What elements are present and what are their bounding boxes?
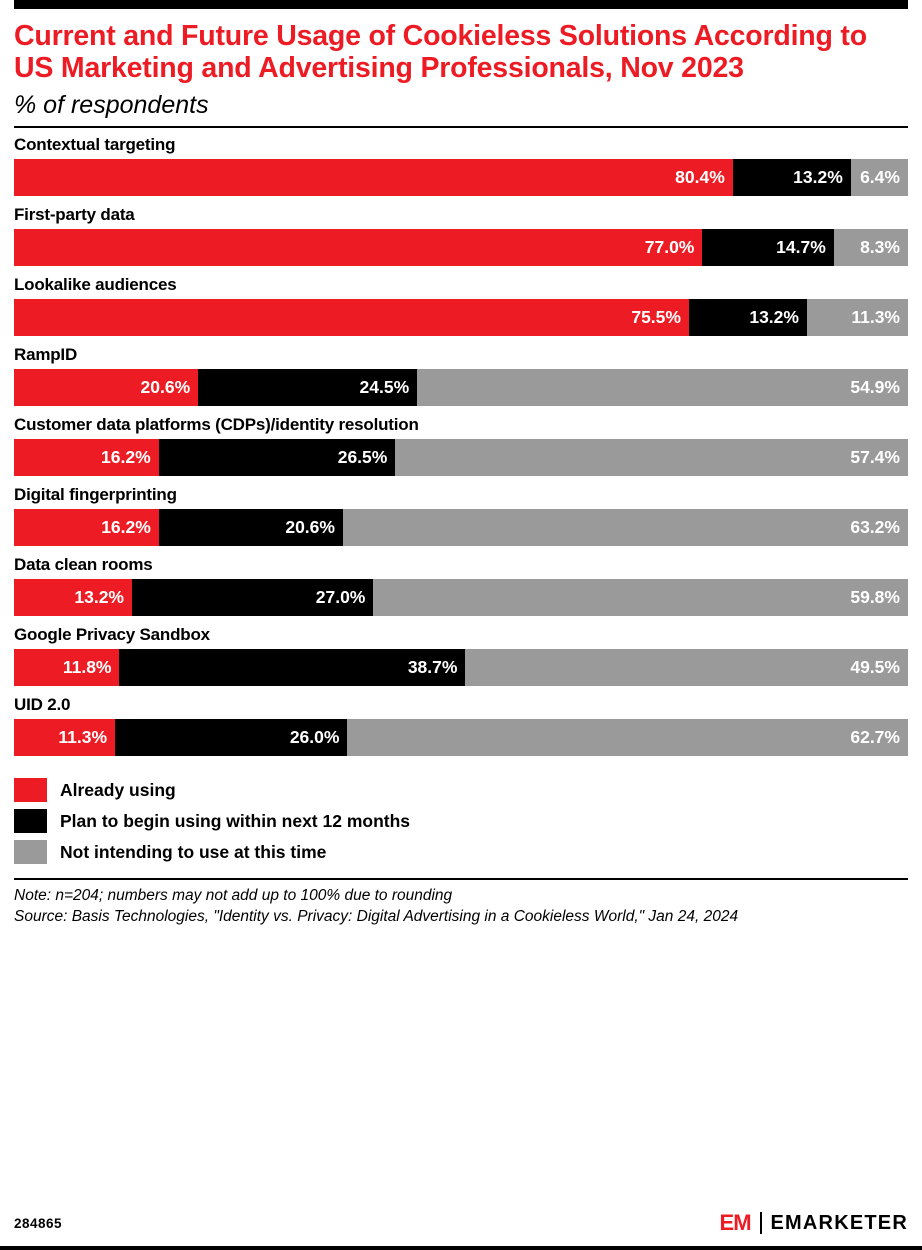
footer-bar (14, 1210, 908, 1236)
bar-category-label: Digital fingerprinting (14, 485, 177, 505)
bar-category-label: RampID (14, 345, 78, 365)
bar-segment: 24.5% (198, 369, 417, 406)
stacked-bar (14, 439, 908, 476)
legend-label: Not intending to use at this time (60, 841, 327, 862)
stacked-bar (14, 229, 908, 266)
legend-label: Already using (60, 779, 176, 800)
bar-segment: 14.7% (702, 229, 833, 266)
bar-category-label: Data clean rooms (14, 555, 153, 575)
bar-category-label: First-party data (14, 205, 135, 225)
footer-source: Source: Basis Technologies, "Identity vs. Privacy: Digital Advertising in a Cookieless World," Jan 24, 2024 (14, 907, 739, 925)
stacked-bar (14, 649, 908, 686)
bar-segment: 62.7% (347, 719, 908, 756)
bar-segment: 13.2% (14, 579, 132, 616)
page-subtitle: % of respondents (14, 91, 209, 120)
bar-category-label: Lookalike audiences (14, 275, 177, 295)
legend-item (14, 840, 908, 864)
bar-segment: 26.0% (115, 719, 347, 756)
bar-group (14, 345, 908, 406)
bar-category-label: Contextual targeting (14, 135, 176, 155)
title-divider (14, 126, 908, 128)
footer-note: Note: n=204; numbers may not add up to 100% due to rounding (14, 887, 453, 905)
bar-group (14, 555, 908, 616)
bar-segment: 16.2% (14, 509, 159, 546)
page-title: Current and Future Usage of Cookieless Solutions According to US Marketing and Advertising Professionals, Nov 2023 (14, 20, 867, 85)
stacked-bar-chart (14, 135, 908, 765)
bar-group (14, 695, 908, 756)
brand-logo (720, 1210, 908, 1236)
bar-segment: 57.4% (395, 439, 908, 476)
stacked-bar (14, 509, 908, 546)
bar-segment: 11.3% (807, 299, 908, 336)
stacked-bar (14, 159, 908, 196)
bar-segment: 16.2% (14, 439, 159, 476)
stacked-bar (14, 719, 908, 756)
bar-segment: 20.6% (159, 509, 343, 546)
bar-segment: 38.7% (119, 649, 465, 686)
bar-segment: 26.5% (159, 439, 396, 476)
bar-group (14, 205, 908, 266)
legend-item (14, 778, 908, 802)
bar-segment: 63.2% (343, 509, 908, 546)
bar-segment: 13.2% (689, 299, 807, 336)
bar-segment: 20.6% (14, 369, 198, 406)
bar-group (14, 415, 908, 476)
stacked-bar (14, 579, 908, 616)
stacked-bar (14, 299, 908, 336)
bar-segment: 49.5% (465, 649, 908, 686)
chart-legend (14, 778, 908, 871)
bar-segment: 8.3% (834, 229, 908, 266)
bar-segment: 75.5% (14, 299, 689, 336)
bar-segment: 59.8% (373, 579, 908, 616)
legend-label: Plan to begin using within next 12 months (60, 810, 411, 831)
bar-category-label: UID 2.0 (14, 695, 71, 715)
bar-segment: 11.8% (14, 649, 119, 686)
brand-mark: EM (719, 1210, 751, 1235)
bar-segment: 11.3% (14, 719, 115, 756)
bar-group (14, 275, 908, 336)
footer-divider (14, 878, 908, 927)
legend-swatch-icon (14, 809, 47, 833)
bar-segment: 6.4% (851, 159, 908, 196)
bar-segment: 80.4% (14, 159, 733, 196)
legend-item (14, 809, 908, 833)
legend-swatch-icon (14, 840, 47, 864)
top-rule (14, 0, 908, 9)
chart-id: 284865 (14, 1215, 63, 1231)
bar-segment: 13.2% (733, 159, 851, 196)
bar-segment: 54.9% (417, 369, 908, 406)
bar-group (14, 625, 908, 686)
bar-category-label: Google Privacy Sandbox (14, 625, 210, 645)
bar-category-label: Customer data platforms (CDPs)/identity resolution (14, 415, 419, 435)
brand-divider (760, 1212, 762, 1234)
stacked-bar (14, 369, 908, 406)
bar-segment: 27.0% (132, 579, 373, 616)
bar-group (14, 135, 908, 196)
legend-swatch-icon (14, 778, 47, 802)
bar-group (14, 485, 908, 546)
brand-name: EMARKETER (770, 1211, 908, 1234)
bar-segment: 77.0% (14, 229, 702, 266)
bottom-rule (0, 1246, 922, 1250)
